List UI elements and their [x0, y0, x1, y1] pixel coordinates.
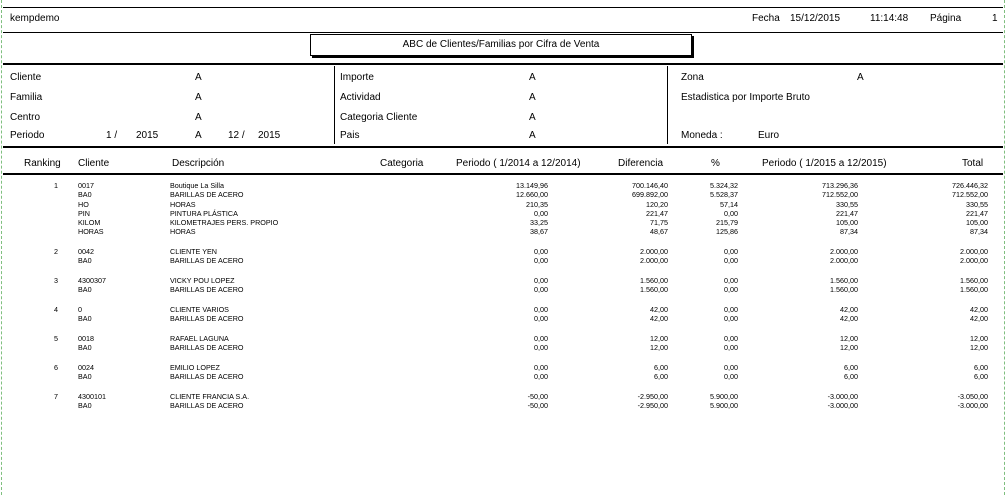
- row-descripcion: VICKY POU LOPEZ: [170, 275, 235, 285]
- family-row: [0, 256, 1008, 265]
- row-ranking: 6: [54, 362, 58, 372]
- row-total: 330,55: [966, 199, 988, 209]
- row-diferencia: 42,00: [650, 314, 668, 324]
- row-cliente: BA0: [78, 343, 92, 353]
- row-descripcion: BARILLAS DE ACERO: [170, 400, 244, 410]
- client-row: [0, 392, 1008, 401]
- row-diferencia: 2.000,00: [640, 247, 668, 257]
- row-cliente: 4300307: [78, 275, 106, 285]
- row-periodo-1: 0,00: [534, 343, 548, 353]
- row-periodo-1: 0,00: [534, 208, 548, 218]
- row-periodo-1: 13.149,96: [516, 181, 548, 190]
- row-pct: 0,00: [724, 304, 738, 314]
- row-descripcion: BARILLAS DE ACERO: [170, 285, 244, 295]
- time-value: 11:14:48: [870, 13, 909, 24]
- row-periodo-2: 1.560,00: [830, 285, 858, 295]
- row-total: 105,00: [966, 218, 988, 228]
- row-descripcion: CLIENTE VARIOS: [170, 304, 229, 314]
- col-descripcion: Descripción: [172, 158, 225, 169]
- row-periodo-1: 0,00: [534, 247, 548, 257]
- row-diferencia: 1.560,00: [640, 285, 668, 295]
- pais-label: Pais: [340, 130, 360, 141]
- row-pct: 0,00: [724, 343, 738, 353]
- row-descripcion: KILOMETRAJES PERS. PROPIO: [170, 218, 279, 228]
- client-row: [0, 363, 1008, 372]
- row-cliente: BA0: [78, 256, 92, 266]
- row-periodo-1: 0,00: [534, 314, 548, 324]
- col-diferencia: Diferencia: [618, 158, 664, 169]
- row-cliente: BA0: [78, 285, 92, 295]
- row-pct: 5.528,37: [710, 190, 738, 200]
- row-ranking: 2: [54, 247, 58, 257]
- row-total: 726.446,32: [952, 181, 988, 190]
- periodo-label: Periodo: [10, 130, 45, 141]
- row-diferencia: 2.000,00: [640, 256, 668, 266]
- filters-divider-2: [667, 66, 668, 144]
- row-pct: 57,14: [720, 199, 738, 209]
- periodo-from-year: 2015: [136, 130, 159, 141]
- family-row: [0, 190, 1008, 199]
- row-pct: 0,00: [724, 314, 738, 324]
- pagina-label: Página: [930, 13, 962, 24]
- row-total: 6,00: [974, 371, 988, 381]
- row-periodo-1: -50,00: [527, 400, 548, 410]
- row-diferencia: -2.950,00: [637, 391, 668, 401]
- row-descripcion: HORAS: [170, 227, 196, 237]
- row-total: 2.000,00: [960, 247, 988, 257]
- row-cliente: 0042: [78, 247, 94, 257]
- row-cliente: PIN: [78, 208, 90, 218]
- row-descripcion: Boutique La Silla: [170, 181, 224, 190]
- family-row: [0, 218, 1008, 227]
- col-ranking: Ranking: [24, 158, 61, 169]
- family-row: [0, 285, 1008, 294]
- row-diferencia: 42,00: [650, 304, 668, 314]
- row-total: 712.552,00: [952, 190, 988, 200]
- familia-label: Familia: [10, 92, 43, 103]
- row-periodo-1: 33,25: [530, 218, 548, 228]
- row-diferencia: 1.560,00: [640, 275, 668, 285]
- report-rows: [0, 181, 1008, 410]
- row-ranking: 5: [54, 333, 58, 343]
- row-cliente: BA0: [78, 314, 92, 324]
- filters-bottom-rule: [3, 146, 1003, 148]
- periodo-from-month: 1 /: [106, 130, 118, 141]
- row-diferencia: 12,00: [650, 343, 668, 353]
- row-periodo-2: -3.000,00: [827, 391, 858, 401]
- filters-divider-1: [334, 66, 335, 144]
- centro-a: A: [195, 112, 202, 123]
- row-periodo-1: 0,00: [534, 304, 548, 314]
- col-periodo-2: Periodo ( 1/2015 a 12/2015): [762, 158, 887, 169]
- row-periodo-1: 0,00: [534, 371, 548, 381]
- client-row: [0, 181, 1008, 190]
- row-diferencia: 700.146,40: [632, 181, 668, 190]
- row-periodo-2: 713.296,36: [822, 181, 858, 190]
- col-periodo-1: Periodo ( 1/2014 a 12/2014): [456, 158, 581, 169]
- row-periodo-2: 12,00: [840, 343, 858, 353]
- row-total: 2.000,00: [960, 256, 988, 266]
- row-periodo-1: 38,67: [530, 227, 548, 237]
- row-periodo-2: 2.000,00: [830, 247, 858, 257]
- row-total: 12,00: [970, 343, 988, 353]
- row-total: -3.050,00: [957, 391, 988, 401]
- periodo-a: A: [195, 130, 202, 141]
- row-periodo-1: 12.660,00: [516, 190, 548, 200]
- row-diferencia: 12,00: [650, 333, 668, 343]
- row-periodo-1: 0,00: [534, 275, 548, 285]
- row-descripcion: CLIENTE FRANCIA S.A.: [170, 391, 250, 401]
- row-periodo-2: 1.560,00: [830, 275, 858, 285]
- row-descripcion: BARILLAS DE ACERO: [170, 343, 244, 353]
- actividad-label: Actividad: [340, 92, 381, 103]
- row-descripcion: BARILLAS DE ACERO: [170, 256, 244, 266]
- report-header-bar: [3, 7, 1003, 33]
- row-total: 1.560,00: [960, 285, 988, 295]
- row-cliente: BA0: [78, 400, 92, 410]
- categoria-cliente-label: Categoria Cliente: [340, 112, 418, 123]
- row-cliente: 0017: [78, 181, 94, 190]
- row-periodo-2: 105,00: [836, 218, 858, 228]
- family-row: [0, 314, 1008, 323]
- row-pct: 0,00: [724, 208, 738, 218]
- pais-a: A: [529, 130, 536, 141]
- row-diferencia: 71,75: [650, 218, 668, 228]
- row-periodo-1: 0,00: [534, 362, 548, 372]
- fecha-label: Fecha: [752, 13, 780, 24]
- pagina-value: 1: [992, 13, 998, 24]
- row-periodo-2: 42,00: [840, 314, 858, 324]
- row-periodo-2: 2.000,00: [830, 256, 858, 266]
- row-periodo-2: 221,47: [836, 208, 858, 218]
- row-pct: 0,00: [724, 371, 738, 381]
- row-cliente: 0024: [78, 362, 94, 372]
- row-cliente: HO: [78, 199, 89, 209]
- actividad-a: A: [529, 92, 536, 103]
- importe-a: A: [529, 72, 536, 83]
- row-pct: 0,00: [724, 333, 738, 343]
- moneda-value: Euro: [758, 130, 780, 141]
- row-diferencia: 221,47: [646, 208, 668, 218]
- row-diferencia: 699.892,00: [632, 190, 668, 200]
- row-pct: 0,00: [724, 275, 738, 285]
- row-cliente: HORAS: [78, 227, 104, 237]
- row-ranking: 7: [54, 391, 58, 401]
- row-periodo-1: 0,00: [534, 285, 548, 295]
- row-descripcion: PINTURA PLÁSTICA: [170, 208, 238, 218]
- row-ranking: 1: [54, 181, 58, 190]
- row-pct: 0,00: [724, 285, 738, 295]
- row-ranking: 4: [54, 304, 58, 314]
- family-row: [0, 227, 1008, 236]
- report-title: ABC de Clientes/Familias por Cifra de Venta: [310, 34, 692, 56]
- row-periodo-2: 6,00: [844, 371, 858, 381]
- row-periodo-2: 330,55: [836, 199, 858, 209]
- row-periodo-1: -50,00: [527, 391, 548, 401]
- row-total: 6,00: [974, 362, 988, 372]
- row-periodo-2: 12,00: [840, 333, 858, 343]
- row-periodo-2: -3.000,00: [827, 400, 858, 410]
- zona-label: Zona: [681, 72, 704, 83]
- row-pct: 0,00: [724, 247, 738, 257]
- col-pct: %: [711, 158, 720, 169]
- row-periodo-2: 42,00: [840, 304, 858, 314]
- family-row: [0, 209, 1008, 218]
- row-periodo-2: 6,00: [844, 362, 858, 372]
- row-periodo-1: 0,00: [534, 333, 548, 343]
- row-pct: 5.900,00: [710, 400, 738, 410]
- col-cliente: Cliente: [78, 158, 110, 169]
- columns-rule: [3, 173, 1003, 175]
- zona-a: A: [857, 72, 864, 83]
- row-pct: 0,00: [724, 256, 738, 266]
- row-periodo-1: 210,35: [526, 199, 548, 209]
- row-cliente: 4300101: [78, 391, 106, 401]
- moneda-label: Moneda :: [681, 130, 723, 141]
- fecha-value: 15/12/2015: [790, 13, 841, 24]
- row-cliente: BA0: [78, 190, 92, 200]
- company-name: kempdemo: [10, 13, 60, 24]
- row-total: 221,47: [966, 208, 988, 218]
- row-diferencia: 120,20: [646, 199, 668, 209]
- row-total: -3.000,00: [957, 400, 988, 410]
- familia-a: A: [195, 92, 202, 103]
- row-cliente: 0018: [78, 333, 94, 343]
- row-descripcion: HORAS: [170, 199, 196, 209]
- row-descripcion: BARILLAS DE ACERO: [170, 190, 244, 200]
- family-row: [0, 200, 1008, 209]
- row-pct: 125,86: [716, 227, 738, 237]
- row-descripcion: BARILLAS DE ACERO: [170, 314, 244, 324]
- row-periodo-2: 712.552,00: [822, 190, 858, 200]
- filters-top-rule: [3, 63, 1003, 65]
- estadistica-label: Estadistica por Importe Bruto: [681, 92, 810, 103]
- row-diferencia: 6,00: [654, 371, 668, 381]
- row-total: 12,00: [970, 333, 988, 343]
- client-row: [0, 334, 1008, 343]
- periodo-to-month: 12 /: [228, 130, 245, 141]
- row-cliente: BA0: [78, 371, 92, 381]
- family-row: [0, 401, 1008, 410]
- row-descripcion: CLIENTE YEN: [170, 247, 217, 257]
- row-descripcion: RAFAEL LAGUNA: [170, 333, 229, 343]
- client-row: [0, 276, 1008, 285]
- row-total: 42,00: [970, 304, 988, 314]
- family-row: [0, 343, 1008, 352]
- col-total: Total: [962, 158, 984, 169]
- cliente-a: A: [195, 72, 202, 83]
- col-categoria: Categoria: [380, 158, 424, 169]
- periodo-to-year: 2015: [258, 130, 281, 141]
- row-total: 1.560,00: [960, 275, 988, 285]
- client-row: [0, 305, 1008, 314]
- row-ranking: 3: [54, 275, 58, 285]
- row-descripcion: BARILLAS DE ACERO: [170, 371, 244, 381]
- cliente-label: Cliente: [10, 72, 42, 83]
- categoria-cliente-a: A: [529, 112, 536, 123]
- client-row: [0, 247, 1008, 256]
- importe-label: Importe: [340, 72, 374, 83]
- row-pct: 5.324,32: [710, 181, 738, 190]
- centro-label: Centro: [10, 112, 41, 123]
- row-pct: 215,79: [716, 218, 738, 228]
- family-row: [0, 372, 1008, 381]
- row-descripcion: EMILIO LOPEZ: [170, 362, 220, 372]
- row-cliente: KILOM: [78, 218, 101, 228]
- row-diferencia: -2.950,00: [637, 400, 668, 410]
- row-total: 42,00: [970, 314, 988, 324]
- row-pct: 0,00: [724, 362, 738, 372]
- row-periodo-2: 87,34: [840, 227, 858, 237]
- row-diferencia: 48,67: [650, 227, 668, 237]
- row-periodo-1: 0,00: [534, 256, 548, 266]
- row-cliente: 0: [78, 304, 82, 314]
- row-pct: 5.900,00: [710, 391, 738, 401]
- row-total: 87,34: [970, 227, 988, 237]
- row-diferencia: 6,00: [654, 362, 668, 372]
